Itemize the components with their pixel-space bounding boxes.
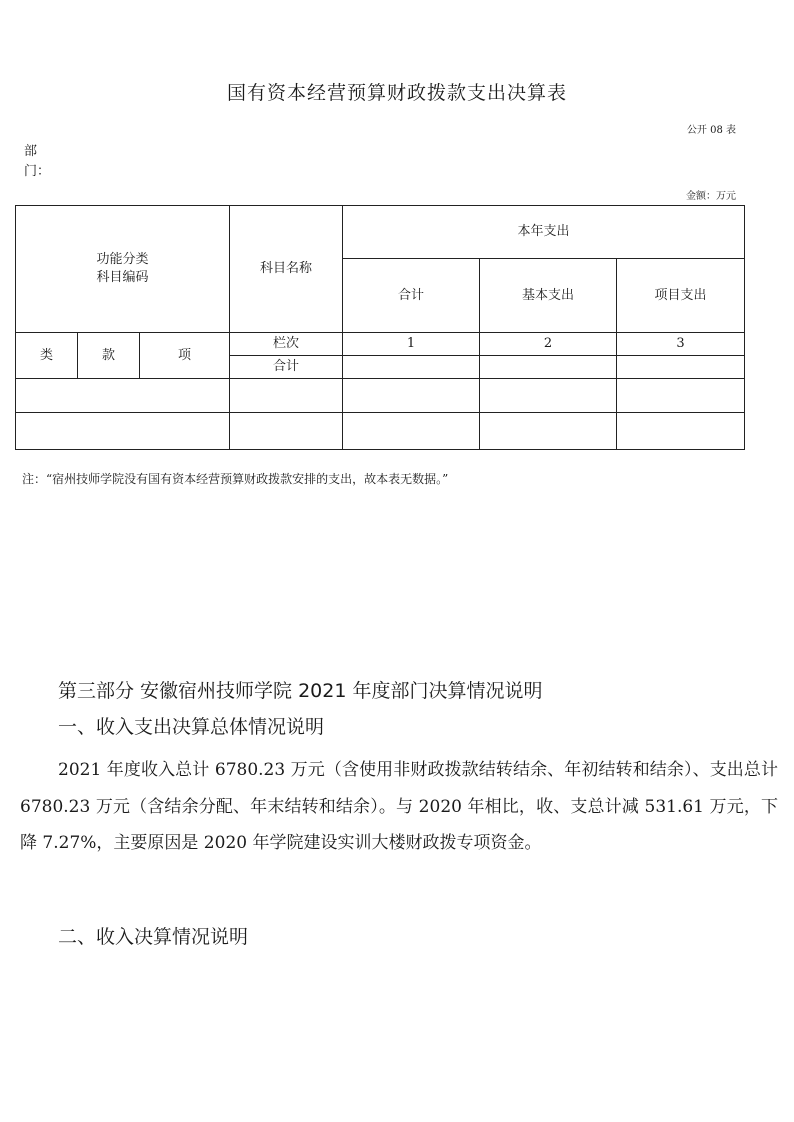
current-year-expense-header: 本年支出 [343, 206, 745, 259]
document-title: 国有资本经营预算财政拨款支出决算表 [226, 82, 567, 104]
project-expense-header: 项目支出 [617, 259, 745, 333]
basic-expense-header: 基本支出 [480, 259, 617, 333]
item-header: 项 [140, 333, 230, 379]
heading-income: 二、收入决算情况说明 [58, 926, 249, 948]
grand-total-cell [617, 356, 745, 379]
column-no-1: 1 [343, 333, 480, 356]
grand-total-cell [343, 356, 480, 379]
total-header: 合计 [343, 259, 480, 333]
summary-paragraph: 2021 年度收入总计 6780.23 万元（含使用非财政拨款结转结余、年初结转和结余）、支出总计 6780.23 万元（含结余分配、年末结转和结余）。与 2020 年相比，收、支总计减 531.61 万元，下降 7.27%，主要原因是 2020 年学院建设实训大楼财政拨专项资金。 [20, 760, 778, 853]
table-cell [480, 413, 617, 450]
table-row [16, 379, 745, 413]
department-label: 部门： [24, 144, 51, 179]
table-cell [617, 413, 745, 450]
subject-name-header: 科目名称 [230, 206, 343, 333]
table-cell [617, 379, 745, 413]
table-cell [230, 379, 343, 413]
section-header: 款 [78, 333, 140, 379]
column-no-3: 3 [617, 333, 745, 356]
table-cell [16, 413, 230, 450]
grand-total-cell [480, 356, 617, 379]
table-cell [16, 379, 230, 413]
form-code: 公开 08 表 [686, 125, 736, 136]
table-row [16, 413, 745, 450]
table-note: 注：“宿州技师学院没有国有资本经营预算财政拨款安排的支出，故本表无数据。” [22, 472, 449, 486]
column-no-2: 2 [480, 333, 617, 356]
section-title: 第三部分 安徽宿州技师学院 2021 年度部门决算情况说明 [58, 680, 543, 702]
column-no-label: 栏次 [230, 333, 343, 356]
table-cell [343, 379, 480, 413]
table-cell [480, 379, 617, 413]
func-class-line2: 科目编码 [96, 270, 149, 285]
grand-total-label: 合计 [230, 356, 343, 379]
func-class-line1: 功能分类 [96, 252, 149, 267]
func-class-header [16, 206, 230, 333]
table-cell [230, 413, 343, 450]
table-cell [343, 413, 480, 450]
class-header: 类 [16, 333, 78, 379]
unit-label: 金额：万元 [686, 191, 736, 202]
expense-table [15, 205, 745, 450]
heading-income-expense: 一、收入支出决算总体情况说明 [58, 716, 325, 738]
